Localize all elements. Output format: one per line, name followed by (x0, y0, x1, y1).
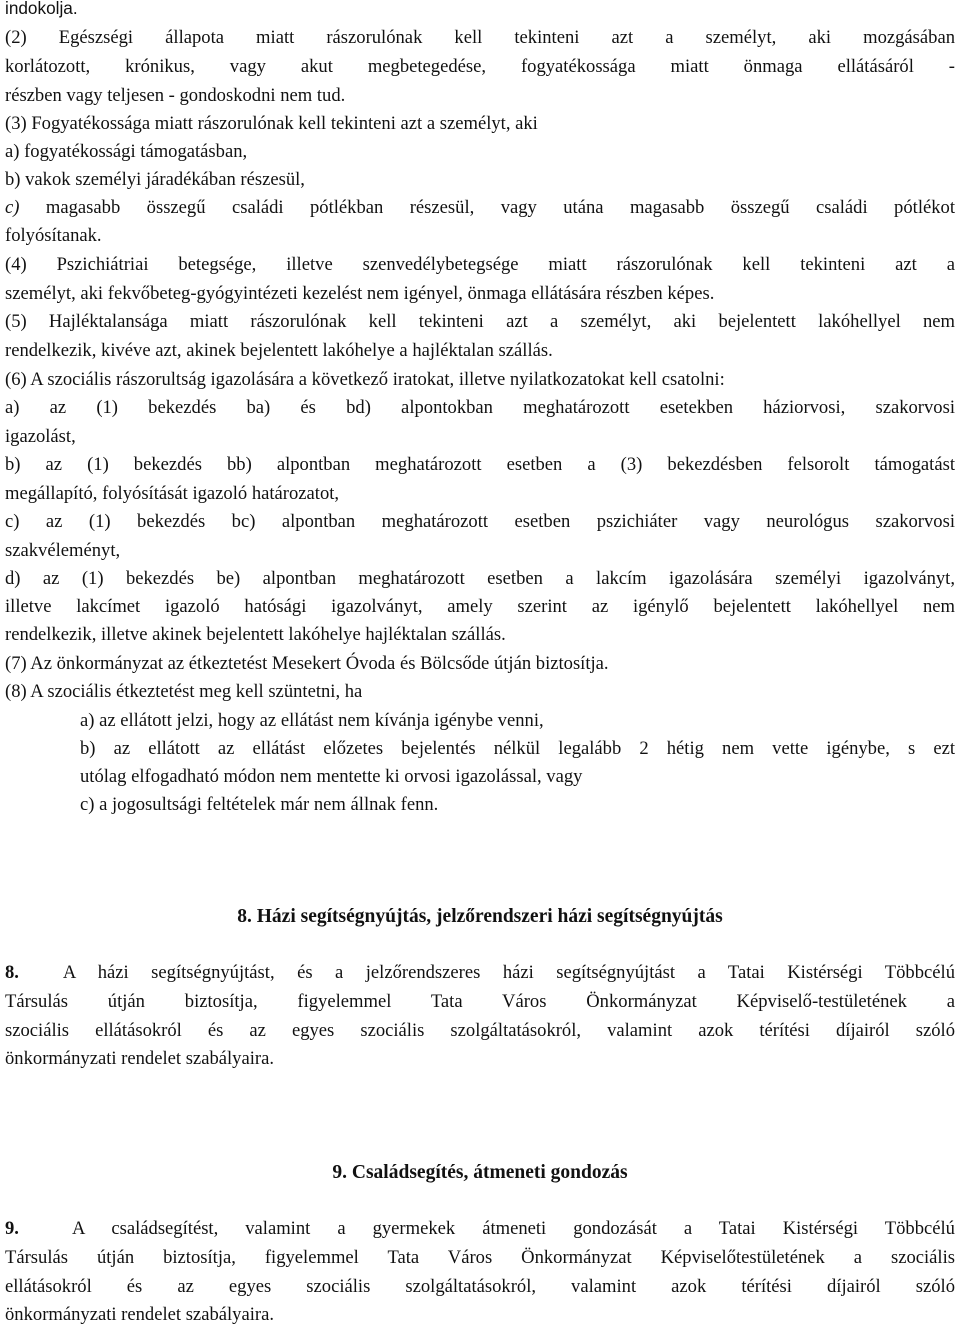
text-line: folyósítanak. (5, 225, 102, 246)
text-line: indokolja. (5, 0, 78, 18)
text-line: Társulás útján biztosítja, figyelemmel Tata Város Önkormányzat Képviselőtestületének a szociális (5, 1247, 955, 1268)
text-line: igazolást, (5, 426, 76, 447)
text-line: b) vakok személyi járadékában részesül, (5, 169, 305, 190)
text-line: (8) A szociális étkeztetést meg kell szüntetni, ha (5, 681, 363, 702)
text-line: megállapító, folyósítását igazoló határozatot, (5, 483, 340, 504)
text-line: rendelkezik, illetve akinek bejelentett lakóhelye hajléktalan szállás. (5, 624, 506, 645)
section-heading: 8. Házi segítségnyújtás, jelzőrendszeri házi segítségnyújtás (237, 906, 723, 927)
section-heading: 9. Családsegítés, átmeneti gondozás (332, 1162, 628, 1183)
text-line: c) a jogosultsági feltételek már nem állnak fenn. (80, 794, 439, 815)
text-line: c) az (1) bekezdés bc) alpontban meghatározott esetben pszichiáter vagy neurológus szakorvosi (5, 511, 955, 532)
text-line: (5) Hajléktalansága miatt rászorulónak kell tekinteni azt a személyt, aki bejelentett lakóhellyel nem (5, 311, 955, 332)
text-line-content: magasabb összegű családi pótlékban részesül, vagy utána magasabb összegű családi pótlékot (45, 197, 955, 218)
text-line: a) az (1) bekezdés ba) és bd) alpontokban meghatározott esetekben háziorvosi, szakorvosi (5, 397, 955, 418)
text-line: (2) Egészségi állapota miatt rászorulónak kell tekinteni azt a személyt, aki mozgásában (5, 27, 955, 48)
text-line-content: A családsegítést, valamint a gyermekek átmeneti gondozását a Tatai Kistérségi Többcélú (71, 1218, 955, 1239)
text-line (5, 1215, 955, 1243)
text-line: b) az ellátott az ellátást előzetes bejelentés nélkül legalább 2 hétig nem vette igénybe, s ezt (80, 738, 955, 759)
text-line: utólag elfogadható módon nem mentette ki orvosi igazolással, vagy (80, 766, 583, 787)
text-line: rendelkezik, kivéve azt, akinek bejelentett lakóhelye a hajléktalan szállás. (5, 340, 553, 361)
text-line: a) fogyatékossági támogatásban, (5, 141, 248, 162)
text-line: (4) Pszichiátriai betegsége, illetve szenvedélybetegsége miatt rászorulónak kell tekinteni azt a (5, 254, 955, 275)
list-marker: c) (5, 197, 20, 218)
text-line: szociális ellátásokról és az egyes szociális szolgáltatásokról, valamint azok térítési díjairól szóló (5, 1020, 955, 1041)
text-line: illetve lakcímet igazoló hatósági igazolványt, amely szerint az igénylő bejelentett lakóhellyel nem (5, 596, 955, 617)
text-line (5, 194, 955, 222)
text-line: (3) Fogyatékossága miatt rászorulónak kell tekinteni azt a személyt, aki (5, 113, 538, 134)
paragraph-mark (19, 962, 41, 983)
section-number: 9. (5, 1218, 19, 1239)
text-line (5, 959, 955, 987)
text-line: korlátozott, krónikus, vagy akut megbetegedése, fogyatékossága miatt önmaga ellátásáról - (5, 56, 955, 77)
paragraph-mark (19, 1218, 46, 1239)
text-line: személyt, aki fekvőbeteg-gyógyintézeti kezelést nem igényel, önmaga ellátására részben képes. (5, 283, 715, 304)
text-line: önkormányzati rendelet szabályaira. (5, 1304, 274, 1325)
text-line: (6) A szociális rászorultság igazolására a következő iratokat, illetve nyilatkozatokat kell csatolni: (5, 369, 725, 390)
text-line-content: A házi segítségnyújtást, és a jelzőrendszeres házi segítségnyújtást a Tatai Kistérségi Többcélú (62, 962, 955, 983)
text-line: önkormányzati rendelet szabályaira. (5, 1048, 274, 1069)
text-line: ellátásokról és az egyes szociális szolgáltatásokról, valamint azok térítési díjairól szóló (5, 1276, 955, 1297)
text-line: a) az ellátott jelzi, hogy az ellátást nem kívánja igénybe venni, (80, 710, 544, 731)
text-line: b) az (1) bekezdés bb) alpontban meghatározott esetben a (3) bekezdésben felsorolt támogatást (5, 454, 955, 475)
section-number: 8. (5, 962, 19, 983)
text-line: (7) Az önkormányzat az étkeztetést Mesekert Óvoda és Bölcsőde útján biztosítja. (5, 653, 609, 674)
text-line: d) az (1) bekezdés be) alpontban meghatározott esetben a lakcím igazolására személyi igazolványt, (5, 568, 955, 589)
text-line: szakvéleményt, (5, 540, 121, 561)
text-line: Társulás útján biztosítja, figyelemmel Tata Város Önkormányzat Képviselő-testületének a (5, 991, 955, 1012)
text-line: részben vagy teljesen - gondoskodni nem tud. (5, 85, 346, 106)
